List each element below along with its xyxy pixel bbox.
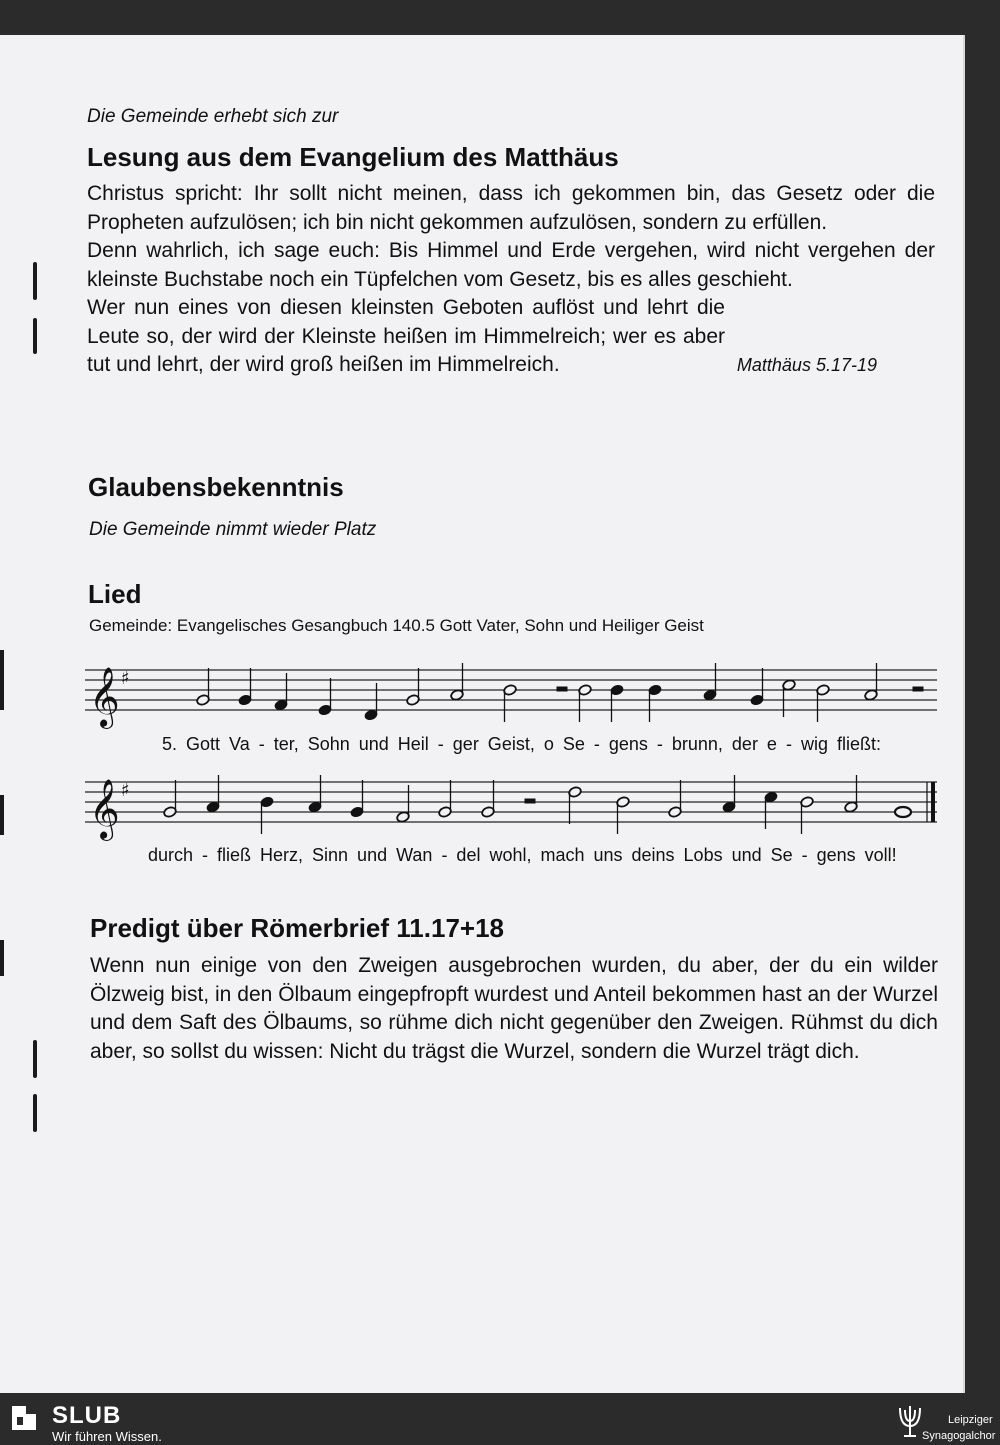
reading-paragraph: Christus spricht: Ihr sollt nicht meinen, dass ich gekommen bin, das Gesetz oder die Propheten aufzulösen; ich bin nicht gekommen aufzulösen, sondern zu erfüllen.	[87, 182, 935, 234]
hymn-lyrics-line-2: durch - fließ Herz, Sinn und Wan - del wohl, mach uns deins Lobs und Se - gens voll!	[148, 845, 897, 865]
svg-text:♯: ♯	[121, 780, 130, 801]
svg-text:𝄞: 𝄞	[89, 667, 120, 727]
menorah-icon	[896, 1400, 924, 1440]
creed-note: Die Gemeinde nimmt wieder Platz	[89, 519, 377, 540]
music-rest	[913, 687, 923, 691]
slub-logo-text: SLUB	[52, 1402, 122, 1429]
reading-paragraph: Denn wahrlich, ich sage euch: Bis Himmel und Erde vergehen, wird nicht vergehen der kleinste Buchstabe noch ein Tüpfelchen vom Gesetz, bis es alles geschieht.	[87, 239, 935, 291]
svg-text:𝄞: 𝄞	[89, 779, 120, 839]
staple-bottom	[33, 1040, 37, 1078]
partner-name-line-2: Synagogalchor	[922, 1430, 996, 1442]
sermon-heading: Predigt über Römerbrief 11.17+18	[90, 913, 505, 943]
creed-heading: Glaubensbekenntnis	[88, 472, 344, 502]
music-rest	[525, 799, 535, 803]
sermon-text: Wenn nun einige von den Zweigen ausgebrochen wurden, du aber, der du ein wilder Ölzweig bist, in den Ölbaum eingepfropft wurdest und Anteil bekommen hast an der Wurzel und dem Saft des Ölbaums, so rühme dich nicht gegenüber den Zweigen. Rühmst du dich aber, so sollst du wissen: Nicht du trägst die Wurzel, sondern die Wurzel trägt dich.	[90, 954, 938, 1063]
music-staff-1	[85, 650, 940, 730]
reading-paragraph: Wer nun eines von diesen kleinsten Geboten auflöst und lehrt die Leute so, der wird der Kleinste heißen im Himmelreich; wer es aber tut und lehrt, der wird groß heißen im Himmelreich.	[87, 296, 725, 376]
intro-note: Die Gemeinde erhebt sich zur	[87, 106, 339, 127]
slub-tagline: Wir führen Wissen.	[52, 1429, 162, 1444]
staple-top	[33, 262, 37, 300]
hymn-info: Gemeinde: Evangelisches Gesangbuch 140.5 Gott Vater, Sohn und Heiliger Geist	[89, 616, 704, 635]
svg-text:♯: ♯	[121, 668, 130, 689]
partner-name-line-1: Leipziger	[948, 1414, 993, 1426]
staple-bottom-lower	[33, 1094, 37, 1132]
staple-top-lower	[33, 318, 37, 354]
reading-text	[87, 180, 935, 380]
music-rest	[557, 687, 567, 691]
slub-logo-icon	[10, 1402, 38, 1434]
reading-heading: Lesung aus dem Evangelium des Matthäus	[87, 142, 619, 172]
music-staff-2	[85, 762, 940, 842]
music-whole-note	[895, 807, 911, 817]
hymn-heading: Lied	[88, 579, 142, 609]
reading-reference: Matthäus 5.17-19	[736, 355, 877, 375]
hymn-lyrics-line-1: 5. Gott Va - ter, Sohn und Heil - ger Geist, o Se - gens - brunn, der e - wig fließt:	[162, 734, 881, 754]
